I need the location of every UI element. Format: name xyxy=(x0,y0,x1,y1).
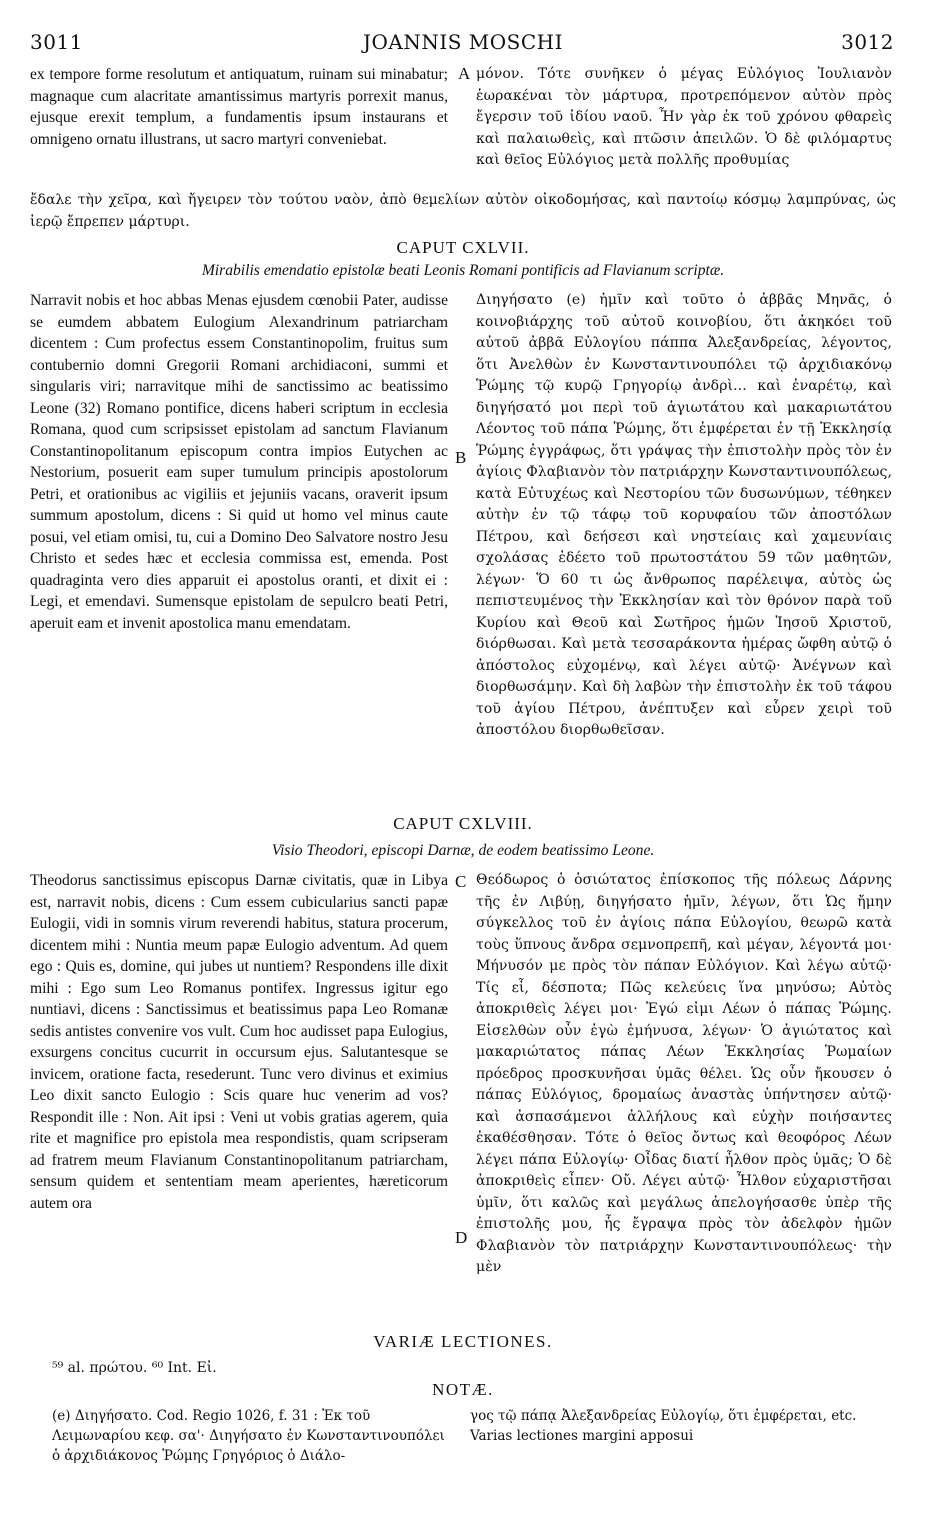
running-title: JOANNIS MOSCHI xyxy=(362,30,564,54)
top-greek-column xyxy=(476,64,892,192)
ch147-greek-text: Διηγήσατο (e) ἡμῖν καὶ τοῦτο ὁ ἀββᾶς Μηνᾶς, ὁ κοινοβιάρχης τοῦ αὐτοῦ κοινοβίου, ὅτι ἀκηκόει τοῦ αὐτοῦ ἀββᾶ Εὐλογίου πάππα Ἀλεξανδρείας, λέγοντος, ὅτι Ἀνελθὼν ἐν Κωνσταντινουπόλει τῷ ἀρχιδιακόνῳ Ῥώμης τῷ κυρῷ Γρηγορίῳ ἀνδρὶ... καὶ ἐναρέτῳ, καὶ διηγήσατό μοι περὶ τοῦ ἁγιωτάτου καὶ μακαριωτάτου Λέοντος τοῦ πάπα Ῥώμης, ὅτι ἐμφέρεται ἐν τῇ Ἐκκλησίᾳ Ῥώμης ἐγγράφως, ὅτι γράψας τὴν ἐπιστολὴν πρὸς τὸν ἐν ἁγίοις Φλαβιανὸν τὸν πατριάρχην Κωνσταντινουπόλεως, κατὰ Εὐτυχέως καὶ Νεστορίου τῶν δυσωνύμων, τέθηκεν αὐτὴν ἐν τῷ τάφῳ τοῦ κορυφαίου τῶν ἀποστόλων Πέτρου, καὶ δεήσεσι καὶ νηστείαις καὶ χαμευνίαις σχολάσας ἐδέετο τοῦ πρωτοστάτου 59 τῶν μαθητῶν, λέγων· Ὅ 60 τι ὡς ἄνθρωπος παρέλειψα, αὐτὸς ὡς πεπιστευμένος τὴν Ἐκκλησίαν καὶ τὸν θρόνον παρὰ τοῦ Κυρίου καὶ Θεοῦ καὶ Σωτῆρος ἡμῶν Ἰησοῦ Χριστοῦ, διόρθωσαι. Καὶ μετὰ τεσσαράκοντα ἡμέρας ὤφθη αὐτῷ ὁ ἀπόστολος εὐχομένῳ, καὶ λέγει αὐτῷ· Ἀνέγνων καὶ διορθωσάμην. Καὶ δὴ λαβὼν τὴν ἐπιστολὴν ἐκ τοῦ τάφου τοῦ ἁγίου Πέτρου, ἀνέπτυξεν καὶ εὗρεν χειρὶ τοῦ ἀποστόλου διορθωθεῖσαν. xyxy=(476,292,892,738)
ch148-latin-text: Theodorus sanctissimus episcopus Darnæ civitatis, quæ in Libya est, narravit nobis, dicens : Cum essem cubicularius sancti papæ Eulogii, vidi in somnis virum reverendi habitus, statura procerum, dicentem mihi : Nuntia meum papæ Eulogio adventum. Ad quem ego : Quis es, domine, qui jubes ut nuntiem? Respondens ille dixit mihi : Ego sum Leo Romanus pontifex. Ingressus igitur ego nuntiavi, dicens : Sanctissimus et beatissimus papa Leo Romanæ sedis antistes convenire vos vult. Cum hoc audisset papa Eulogius, exsurgens concitus cucurrit in occursum ejus. Salutantesque se invicem, oratione facta, resederunt. Tunc vero divinus et eximius Leo dixit sancto Eulogio : Scis quare huc venerim ad vos? Respondit ille : Non. Ait ipsi : Veni ut vobis gratias agerem, quia rite et magnifice pro epistola mea respondistis, quam scripseram ad fratrem meum Flavianum Constantinopolitanum patriarcham, sensum quidem et sententiam meam aperientes, hæreticorum autem ora xyxy=(30,872,448,1212)
variae-lectiones-text: ⁵⁹ al. πρώτου. ⁶⁰ Int. Εἰ. xyxy=(52,1360,217,1376)
chapter-148-heading: CAPUT CXLVIII. xyxy=(393,814,533,833)
ch148-greek-column xyxy=(476,870,892,1344)
chapter-147-heading: CAPUT CXLVII. xyxy=(396,238,530,257)
top-latin-text: ex tempore forme resolutum et antiquatum, ruinam sui minabatur; magnaque cum alacritate amantissimus martyris porrexit manus, ejusque erexit templum, a fundamentis ipsum instaurans et omnigeno ornatu illustrans, ut sacro martyri conveniebat. xyxy=(30,66,448,148)
ch147-greek-column xyxy=(476,290,892,806)
chapter-147-subtitle: Mirabilis emendatio epistolæ beati Leonis Romani pontificis ad Flavianum scriptæ. xyxy=(201,262,725,279)
left-page-number: 3011 xyxy=(30,30,83,54)
ch148-greek-text: Θεόδωρος ὁ ὁσιώτατος ἐπίσκοπος τῆς πόλεως Δάρνης τῆς ἐν Λιβύῃ, διηγήσατο ἡμῖν, λέγων, ὅτι Ὡς ἤμην σύγκελλος τοῦ ἐν ἁγίοις πάπα Εὐλογίου, θεωρῶ κατὰ τοὺς ὕπνους ἄνδρα σεμνοπρεπῆ, καὶ μέγαν, λέγοντά μοι· Μήνυσόν με πρὸς τὸν πάπαν Εὐλόγιον. Καὶ λέγω αὐτῷ· Τίς εἶ, δέσποτα; Πῶς κελεύεις ἵνα μηνύσω; Αὐτὸς ἀποκριθεὶς λέγει μοι· Ἐγώ εἰμι Λέων ὁ πάπας Ῥώμης. Εἰσελθὼν οὖν ἐγὼ ἐμήνυσα, λέγων· Ὁ ἁγιώτατος καὶ μακαριώτατος πάπας Λέων Ἐκκλησίας Ῥωμαίων πρόεδρος προσκυνῆσαι ὑμᾶς θέλει. Ὡς οὖν ἤκουσεν ὁ πάπας Εὐλόγιος, δρομαίως ἀναστὰς ὑπήντησεν αὐτῷ· καὶ ἀσπασάμενοι ἀλλήλους καὶ εὐχὴν ποιήσαντες ἐκαθέσθησαν. Τότε ὁ θεῖος ὄντως καὶ θεοφόρος Λέων λέγει πάπα Εὐλογίῳ· Οἶδας διατί ἦλθον πρὸς ὑμᾶς; Ὁ δὲ ἀποκριθεὶς εἶπεν· Οὔ. Λέγει αὐτῷ· Ἦλθον εὐχαριστῆσαι ὑμῖν, ὅτι καλῶς καὶ μεγάλως ἀπελογήσασθε ὑπὲρ τῆς ἐπιστολῆς μου, ἧς ἔγραψα πρὸς τὸν ἀδελφὸν ἡμῶν Φλαβιανὸν τὸν πατριάρχην Κωνσταντινουπόλεως· τὴν μὲν xyxy=(476,872,892,1275)
ch147-latin-text: Narravit nobis et hoc abbas Menas ejusdem cœnobii Pater, audisse se eumdem abbatem Eulogium Alexandrinum patriarcham dicentem : Cum profectus essem Constantinopolim, fruitus sum contubernio domni Gregorii Romani archidiaconi, summi et singularis viri; narravitque mihi de sanctissimo ac beatissimo Leone (32) Romano pontifice, dicens haberi scriptum in ecclesia Romana, quod cum scripsisset epistolam ad sanctum Flavianum Constantinopolitanum episcopum contra impios Eutychen ac Nestorium, posuerit eam super tumulum principis apostolorum Petri, et orationibus ac vigiliis et jejuniis vacans, oraverit ipsum summum apostolum, dicens : Si quid ut homo vel minus caute posui, vel etiam omisi, tu, cui a Domino Deo Salvatore nostro Jesu Christo et sedes hæc et ecclesia commissa est, emenda. Post quadraginta vero dies apparuit ei apostolus oranti, et dixit ei : Legi, et emendavi. Sumensque epistolam de sepulcro beati Petri, aperuit eam et invenit apostolica manu emendatam. xyxy=(30,292,448,632)
top-greek-fullwidth xyxy=(30,190,896,234)
margin-marker-a: A xyxy=(458,64,471,83)
notae-right-text: γος τῷ πάπᾳ Ἀλεξανδρείας Εὐλογίῳ, ὅτι ἐμφέρεται, etc. Varias lectiones margini apposui xyxy=(470,1408,857,1444)
right-page-number: 3012 xyxy=(841,30,894,54)
notae-left-text: (e) Διηγήσατο. Cod. Regio 1026, f. 31 : Ἐκ τοῦ Λειμωναρίου κεφ. σα'· Διηγήσατο ἐν Κωνσταντινουπόλει ὁ ἀρχιδιάκονος Ῥώμης Γρηγόριος ὁ Διάλο- xyxy=(52,1408,445,1464)
ch147-latin-column xyxy=(30,290,448,764)
running-header xyxy=(0,30,926,60)
ch148-latin-column xyxy=(30,870,448,1344)
top-greek-text: μόνον. Τότε συνῆκεν ὁ μέγας Εὐλόγιος Ἰουλιανὸν ἑωρακέναι τὸν μάρτυρα, προτρεπόμενον αὐτὸν πρὸς ἔγερσιν τοῦ ἰδίου ναοῦ. Ἦν γὰρ ἐκ τοῦ χρόνου φθαρεὶς καὶ παλαιωθεὶς, καὶ πτῶσιν ἀπειλῶν. Ὁ δὲ φιλόμαρτυς καὶ θεῖος Εὐλόγιος μετὰ πολλῆς προθυμίας xyxy=(476,66,892,168)
top-greek-fullwidth-text: ἔδαλε τὴν χεῖρα, καὶ ἤγειρεν τὸν τούτου ναὸν, ἀπὸ θεμελίων αὐτὸν οἰκοδομήσας, καὶ παντοίῳ κόσμῳ λαμπρύνας, ὡς ἱερῷ ἔπρεπεν μάρτυρι. xyxy=(30,192,896,230)
margin-marker-c: C xyxy=(455,872,467,891)
chapter-148-subtitle: Visio Theodori, episcopi Darnæ, de eodem beatissimo Leone. xyxy=(271,842,655,859)
notae-heading: NOTÆ. xyxy=(432,1380,494,1399)
margin-marker-d: D xyxy=(455,1228,468,1247)
variae-lectiones-heading: VARIÆ LECTIONES. xyxy=(373,1332,553,1351)
margin-marker-b: B xyxy=(455,448,467,467)
top-latin-column xyxy=(30,64,448,172)
